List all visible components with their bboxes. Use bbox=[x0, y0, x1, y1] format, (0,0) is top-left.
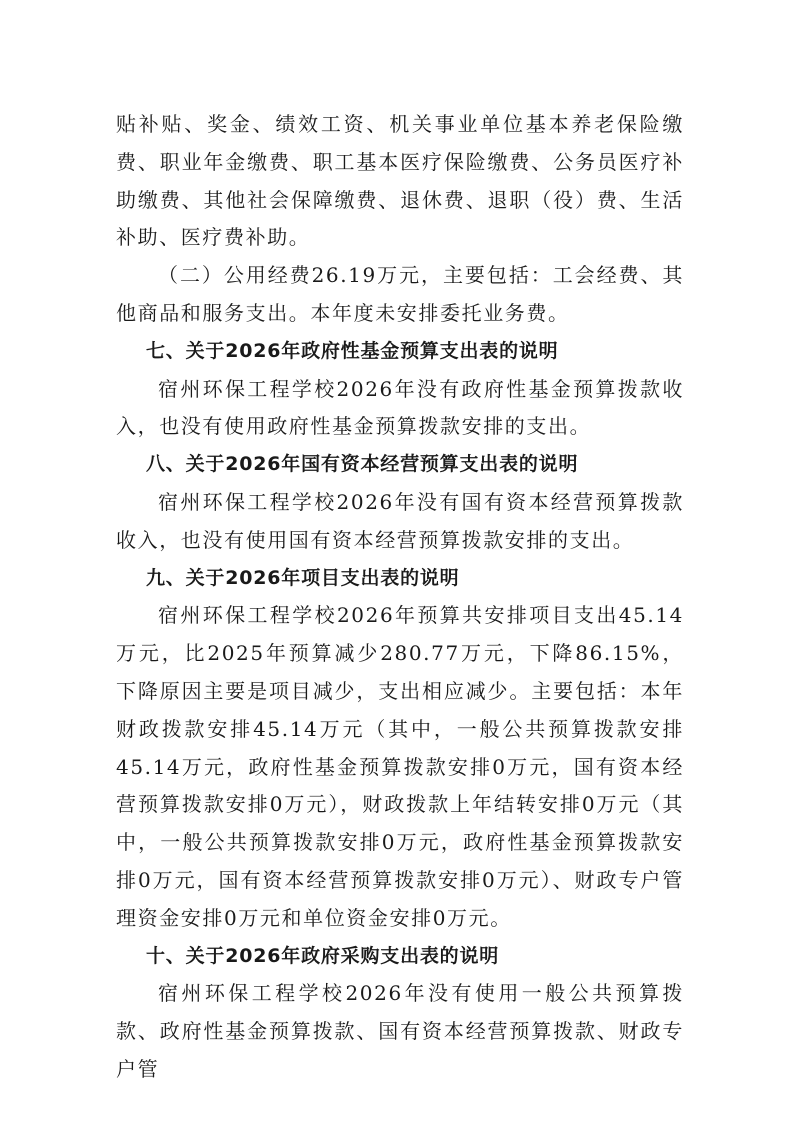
heading-section-7: 七、关于2026年政府性基金预算支出表的说明 bbox=[146, 339, 559, 362]
paragraph-section-9: 宿州环保工程学校2026年预算共安排项目支出45.14万元，比2025年预算减少280.77万元，下降86.15%，下降原因主要是项目减少，支出相应减少。主要包括：本年财政拨款安排45.14万元（其中，一般公共预算拨款安排45.14万元，政府性基金预算拨款安排0万元，国有资本经营预算拨款安排0万元），财政拨款上年结转安排0万元（其中，一般公共预算拨款安排0万元，政府性基金预算拨款安排0万元，国有资本经营预算拨款安排0万元）、财政专户管理资金安排0万元和单位资金安排0万元。 bbox=[116, 603, 684, 930]
document-body bbox=[116, 106, 684, 1089]
heading-section-8: 八、关于2026年国有资本经营预算支出表的说明 bbox=[146, 453, 579, 476]
heading-section-10: 十、关于2026年政府采购支出表的说明 bbox=[146, 944, 500, 967]
paragraph-personnel-expenses-continued: 贴补贴、奖金、绩效工资、机关事业单位基本养老保险缴费、职业年金缴费、职工基本医疗保险缴费、公务员医疗补助缴费、其他社会保障缴费、退休费、退职（役）费、生活补助、医疗费补助。 bbox=[116, 112, 684, 250]
paragraph-section-10: 宿州环保工程学校2026年没有使用一般公共预算拨款、政府性基金预算拨款、国有资本经营预算拨款、财政专户管 bbox=[116, 981, 684, 1081]
paragraph-public-expenses: （二）公用经费26.19万元，主要包括：工会经费、其他商品和服务支出。本年度未安排委托业务费。 bbox=[116, 263, 684, 325]
paragraph-section-7: 宿州环保工程学校2026年没有政府性基金预算拨款收入，也没有使用政府性基金预算拨款安排的支出。 bbox=[116, 376, 684, 439]
paragraph-section-8: 宿州环保工程学校2026年没有国有资本经营预算拨款收入，也没有使用国有资本经营预算拨款安排的支出。 bbox=[116, 489, 684, 552]
heading-section-9: 九、关于2026年项目支出表的说明 bbox=[146, 566, 460, 589]
